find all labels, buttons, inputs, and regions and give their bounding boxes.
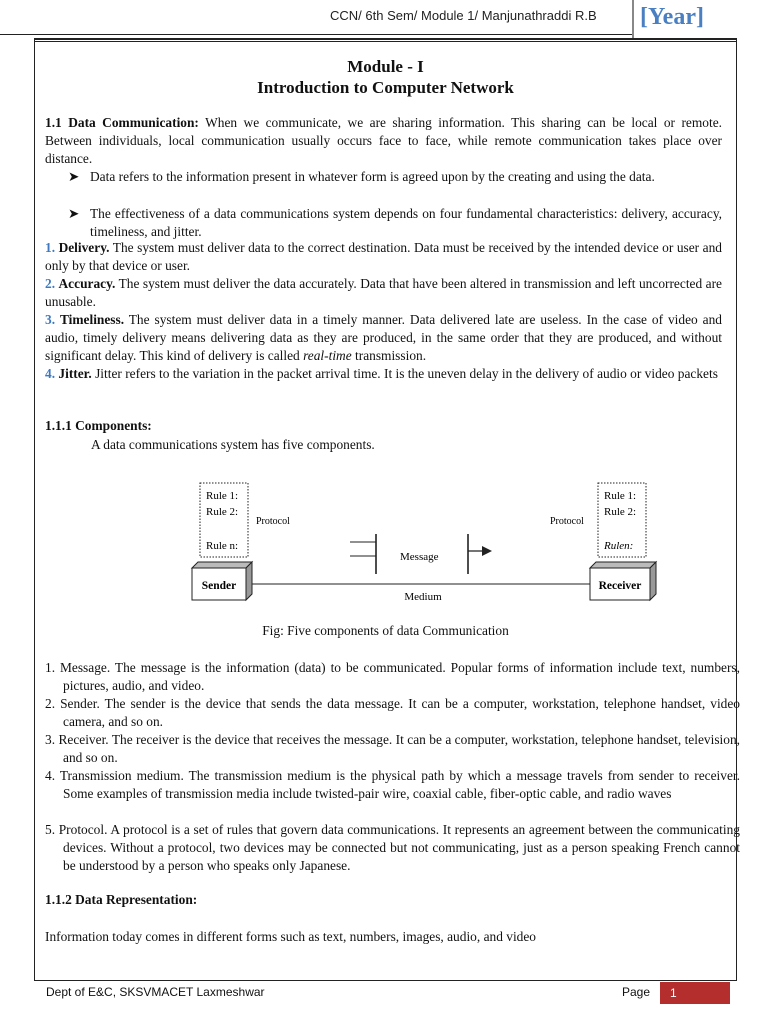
header-rule (0, 34, 632, 35)
component-item-protocol: 5. Protocol. A protocol is a set of rules that govern data communications. It represents an agreement between the communicating devices. Without a protocol, two devices may be connected but not communicating, just as a person speaking French cannot be understood by a person who speaks only Japanese. (45, 822, 740, 873)
sender-device-side (246, 562, 252, 600)
component-item-sender: 2. Sender. The sender is the device that sends the data message. It can be a computer, workstation, telephone handset, video camera, and so on. (45, 696, 740, 729)
components-intro: A data communications system has five components. (91, 437, 375, 452)
component-item-receiver: 3. Receiver. The receiver is the device that receives the message. It can be a computer, workstation, telephone handset, television, and so on. (45, 732, 740, 765)
characteristic-jitter: 4. Jitter. Jitter refers to the variation in the packet arrival time. It is the uneven delay in the delivery of audio or video packets (45, 366, 718, 381)
sender-protocol-label: Protocol (256, 516, 290, 527)
bullet-item: ➤ The effectiveness of a data communications system depends on four fundamental characteristics: delivery, accuracy, timeliness, and jitter. (68, 206, 722, 239)
arrow-right-icon (482, 546, 492, 556)
running-header: CCN/ 6th Sem/ Module 1/ Manjunathraddi R.B (330, 8, 597, 23)
intro-paragraph (45, 114, 722, 168)
arrow-bullet-icon: ➤ (68, 169, 80, 184)
receiver-label: Receiver (598, 580, 642, 592)
footer-department: Dept of E&C, SKSVMACET Laxmeshwar (46, 985, 265, 999)
characteristic-delivery: 1. Delivery. The system must deliver data to the correct destination. Data must be received by the intended device or user and only by that device or user. (45, 240, 722, 273)
receiver-rule-1: Rule 1: (604, 490, 637, 502)
sender-label: Sender (201, 580, 237, 592)
sender-device-top (192, 562, 252, 568)
page-border-inner-rule (34, 41, 737, 42)
arrow-bullet-icon: ➤ (68, 206, 80, 221)
header-separator (632, 0, 634, 38)
sender-rule-n: Rule n: (206, 540, 239, 552)
characteristic-accuracy: 2. Accuracy. The system must deliver the data accurately. Data that have been altered in transmission and left uncorrected are unusable. (45, 276, 722, 309)
footer-page-number: 1 (660, 982, 730, 1004)
message-label: Message (400, 551, 439, 563)
components-diagram (180, 478, 660, 610)
section-heading-components: 1.1.1 Components: (45, 418, 152, 433)
characteristic-timeliness: 3. Timeliness. The system must deliver data in a timely manner. Data delivered late are useless. In the case of video and audio, timely delivery means delivering data as they are produced, in the same order that they are produced, and without significant delay. This kind of delivery is called real-time transmission. (45, 312, 722, 363)
figure-caption: Fig: Five components of data Communication (262, 623, 509, 638)
chapter-title: Introduction to Computer Network (257, 78, 514, 97)
medium-label: Medium (404, 591, 442, 603)
footer-page-label: Page (622, 985, 651, 999)
receiver-rule-n: Rulen: (604, 540, 634, 552)
sender-rule-1: Rule 1: (206, 490, 239, 502)
component-item-message: 1. Message. The message is the information (data) to be communicated. Popular forms of information include text, numbers, pictures, audio, and video. (45, 660, 740, 693)
bullet-item: ➤ Data refers to the information present in whatever form is agreed upon by the creating and using the data. (68, 169, 655, 184)
year-placeholder: [Year] (640, 4, 704, 30)
sender-rule-2: Rule 2: (206, 506, 239, 518)
module-title: Module - I (347, 57, 424, 76)
section-heading-1-1: 1.1 Data Communication: (45, 115, 199, 130)
receiver-device-side (650, 562, 656, 600)
intro-text: When we communicate, we are sharing information. This sharing can be local or remote. Between individuals, local communication usually occurs face to face, while remote communication takes place over distance. (45, 115, 722, 166)
component-item-medium: 4. Transmission medium. The transmission medium is the physical path by which a message travels from sender to receiver. Some examples of transmission media include twisted-pair wire, coaxial cable, fiber-optic cable, and radio waves (45, 768, 740, 801)
receiver-protocol-label: Protocol (550, 516, 584, 527)
section-heading-representation: 1.1.2 Data Representation: (45, 892, 198, 907)
representation-text: Information today comes in different forms such as text, numbers, images, audio, and video (45, 929, 536, 944)
receiver-rule-2: Rule 2: (604, 506, 637, 518)
receiver-device-top (590, 562, 656, 568)
